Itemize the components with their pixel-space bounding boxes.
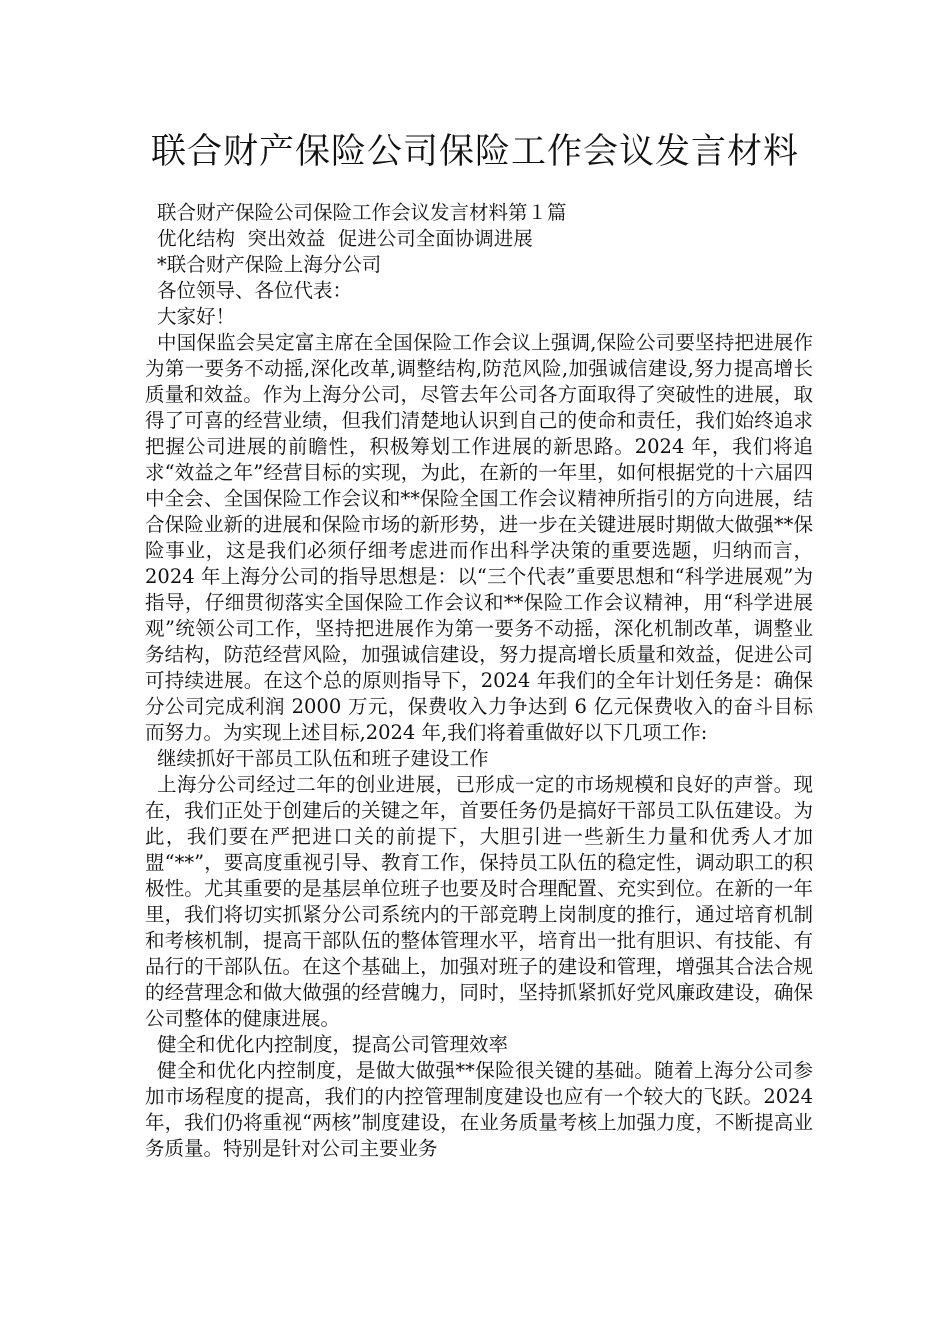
- paragraph-team: 上海分公司经过二年的创业进展，已形成一定的市场规模和良好的声誉。现在，我们正处于创建后的关键之年，首要任务仍是搞好干部员工队伍建设。为此，我们要在严把进口关的前提下，大胆引进一些新生力量和优秀人才加盟“**”，要高度重视引导、教育工作，保持员工队伍的稳定性，调动职工的积极性。尤其重要的是基层单位班子也要及时合理配置、充实到位。在新的一年里，我们将切实抓紧分公司系统内的干部竞聘上岗制度的推行，通过培育机制和考核机制，提高干部队伍的整体管理水平，培育出一批有胆识、有技能、有品行的干部队伍。在这个基础上，加强对班子的建设和管理，增强其合法合规的经营理念和做大做强的经营魄力，同时，坚持抓紧抓好党风廉政建设，确保公司整体的健康进展。: [145, 773, 813, 1030]
- salutation-line: 各位领导、各位代表：: [157, 279, 353, 302]
- heading-line: 联合财产保险公司保险工作会议发言材料第１篇: [157, 201, 567, 224]
- author-line: *联合财产保险上海分公司: [157, 253, 382, 276]
- document-title: 联合财产保险公司保险工作会议发言材料: [150, 132, 799, 172]
- section-heading-team: 继续抓好干部员工队伍和班子建设工作: [157, 747, 489, 770]
- document-body: [145, 200, 813, 1162]
- paragraph-intro: 中国保监会吴定富主席在全国保险工作会议上强调,保险公司要坚持把进展作为第一要务不动摇,深化改革,调整结构,防范风险,加强诚信建设,努力提高增长质量和效益。作为上海分公司，尽管去年公司各方面取得了突破性的进展，取得了可喜的经营业绩，但我们清楚地认识到自己的使命和责任，我们始终追求把握公司进展的前瞻性，积极筹划工作进展的新思路。2024 年，我们将追求“效益之年”经营目标的实现，为此，在新的一年里，如何根据党的十六届四中全会、全国保险工作会议和**保险全国工作会议精神所指引的方向进展，结合保险业新的进展和保险市场的新形势，进一步在关键进展时期做大做强**保险事业，这是我们必须仔细考虑进而作出科学决策的重要选题，归纳而言，2024 年上海分公司的指导思想是：以“三个代表”重要思想和“科学进展观”为指导，仔细贯彻落实全国保险工作会议和**保险工作会议精神，用“科学进展观”统领公司工作，坚持把进展作为第一要务不动摇，深化机制改革，调整业务结构，防范经营风险，加强诚信建设，努力提高增长质量和效益，促进公司可持续进展。在这个总的原则指导下，2024 年我们的全年计划任务是：确保分公司完成利润 2000 万元，保费收入力争达到 6 亿元保费收入的奋斗目标而努力。为实现上述目标,2024 年,我们将着重做好以下几项工作:: [145, 331, 813, 744]
- theme-line: 优化结构 突出效益 促进公司全面协调进展: [157, 227, 533, 250]
- greeting-line: 大家好！: [157, 305, 236, 328]
- paragraph-controls: 健全和优化内控制度，是做大做强**保险很关键的基础。随着上海分公司参加市场程度的提高，我们的内控管理制度建设也应有一个较大的飞跃。2024 年，我们仍将重视“两核”制度建设，在业务质量考核上加强力度，不断提高业务质量。特别是针对公司主要业务: [145, 1059, 813, 1160]
- section-heading-controls: 健全和优化内控制度，提高公司管理效率: [157, 1033, 509, 1056]
